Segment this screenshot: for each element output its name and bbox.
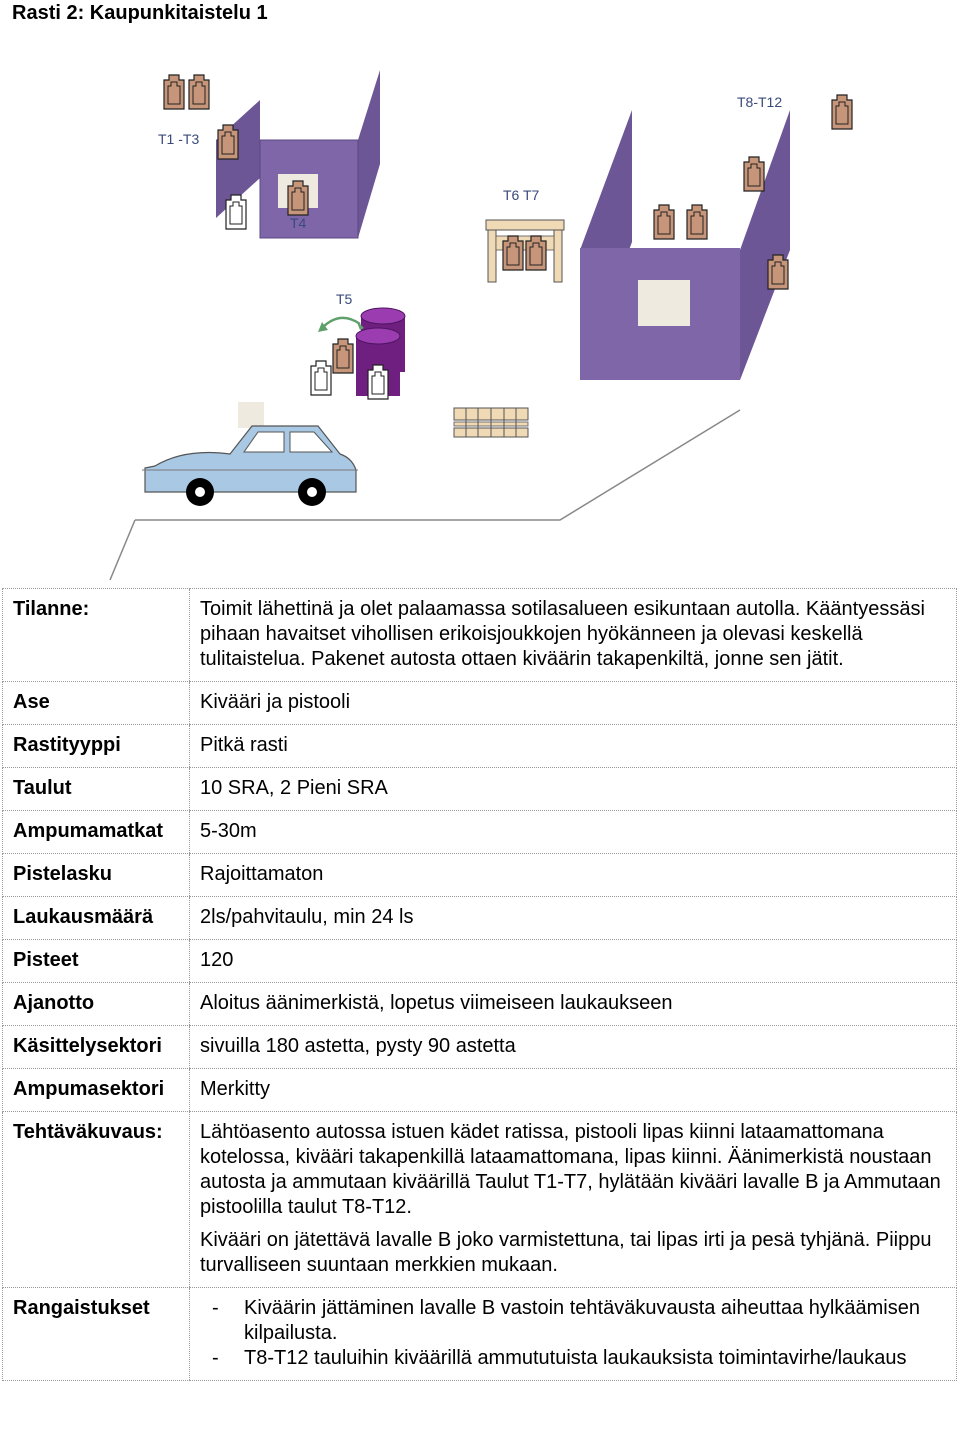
row-key: Ampumasektori [3, 1069, 190, 1112]
row-value: Kivääri ja pistooli [190, 682, 957, 725]
target-icon [832, 95, 852, 129]
row-value: 2ls/pahvitaulu, min 24 ls [190, 897, 957, 940]
car [142, 402, 358, 506]
label-t1-t3: T1 -T3 [158, 131, 200, 147]
penalty-list [200, 1296, 946, 1371]
list-item: - Kiväärin jättäminen lavalle B vastoin tehtäväkuvausta aiheuttaa hylkäämisen kilpailusta. [244, 1296, 946, 1346]
stage-diagram [0, 40, 960, 580]
row-value: sivuilla 180 astetta, pysty 90 astetta [190, 1026, 957, 1069]
target-icon [368, 365, 388, 399]
task-paragraph: Kivääri on jätettävä lavalle B joko varmistettuna, tai lipas irti ja pesä tyhjänä. Piippu turvalliseen suuntaan merkkien mukaan. [200, 1229, 932, 1276]
target-icon [288, 181, 308, 215]
row-value: Rajoittamaton [190, 854, 957, 897]
table-row-tehtavakuvaus [3, 1112, 957, 1288]
table-row [3, 1026, 957, 1069]
target-icon [768, 255, 788, 289]
row-key: Pistelasku [3, 854, 190, 897]
list-item: - T8-T12 tauluihin kiväärillä ammututuista laukauksista toimintavirhe/laukaus [244, 1346, 946, 1371]
row-value: Merkitty [190, 1069, 957, 1112]
label-t4: T4 [290, 215, 307, 231]
row-value: 120 [190, 940, 957, 983]
frame-t6-t7 [486, 220, 564, 282]
label-t6-t7: T6 T7 [503, 187, 540, 203]
pallet-b [454, 408, 528, 437]
target-icon [654, 205, 674, 239]
table-row [3, 983, 957, 1026]
rotate-arrow [322, 318, 360, 328]
row-value [190, 1112, 957, 1288]
target-icon [164, 75, 184, 109]
table-row [3, 897, 957, 940]
table-row [3, 682, 957, 725]
row-value: Toimit lähettinä ja olet palaamassa sotilasalueen esikuntaan autolla. Kääntyessäsi pihaan havaitset vihollisen erikoisjoukkojen hyökänneen ja olevasi keskellä tulitaistelua. Pakenet autosta ottaen kiväärin takapenkiltä, jonne sen jätit. [190, 589, 957, 682]
stage-info-body [3, 589, 957, 1381]
label-t8-t12: T8-T12 [737, 94, 783, 110]
target-icon [311, 361, 331, 395]
table-row [3, 854, 957, 897]
row-key: Tehtäväkuvaus: [3, 1112, 190, 1288]
row-key: Käsittelysektori [3, 1026, 190, 1069]
row-key: Taulut [3, 768, 190, 811]
building-right [580, 110, 790, 380]
task-paragraph: Lähtöasento autossa istuen kädet ratissa, pistooli lipas kiinni lataamattomana kotelossa, kivääri takapenkillä lataamattomana, lipas kiinni. Äänimerkistä noustaan autosta ja ammutaan kiväärillä Taulut T1-T7, hylätään kivääri lavalle B ja Ammutaan pistoolilla taulut T8-T12. [200, 1121, 941, 1218]
target-icon [189, 75, 209, 109]
target-icon [226, 195, 246, 229]
row-key: Ajanotto [3, 983, 190, 1026]
stage-info-table [2, 588, 957, 1381]
row-key: Tilanne: [3, 589, 190, 682]
page-title: Rasti 2: Kaupunkitaistelu 1 [12, 2, 268, 24]
table-row-rangaistukset [3, 1288, 957, 1381]
table-row [3, 589, 957, 682]
target-icon [333, 339, 353, 373]
table-row [3, 768, 957, 811]
row-key: Rastityyppi [3, 725, 190, 768]
table-row [3, 940, 957, 983]
table-row [3, 1069, 957, 1112]
row-key: Laukausmäärä [3, 897, 190, 940]
row-value: 10 SRA, 2 Pieni SRA [190, 768, 957, 811]
row-value: Pitkä rasti [190, 725, 957, 768]
row-key: Ampumamatkat [3, 811, 190, 854]
target-icon [744, 157, 764, 191]
label-t5: T5 [336, 291, 353, 307]
target-icon [218, 125, 238, 159]
row-value: 5-30m [190, 811, 957, 854]
target-icon [526, 236, 546, 270]
target-icon [503, 236, 523, 270]
row-key: Rangaistukset [3, 1288, 190, 1381]
row-key: Ase [3, 682, 190, 725]
row-key: Pisteet [3, 940, 190, 983]
target-icon [687, 205, 707, 239]
table-row [3, 725, 957, 768]
table-row [3, 811, 957, 854]
row-value: Aloitus äänimerkistä, lopetus viimeiseen laukaukseen [190, 983, 957, 1026]
row-value [190, 1288, 957, 1381]
